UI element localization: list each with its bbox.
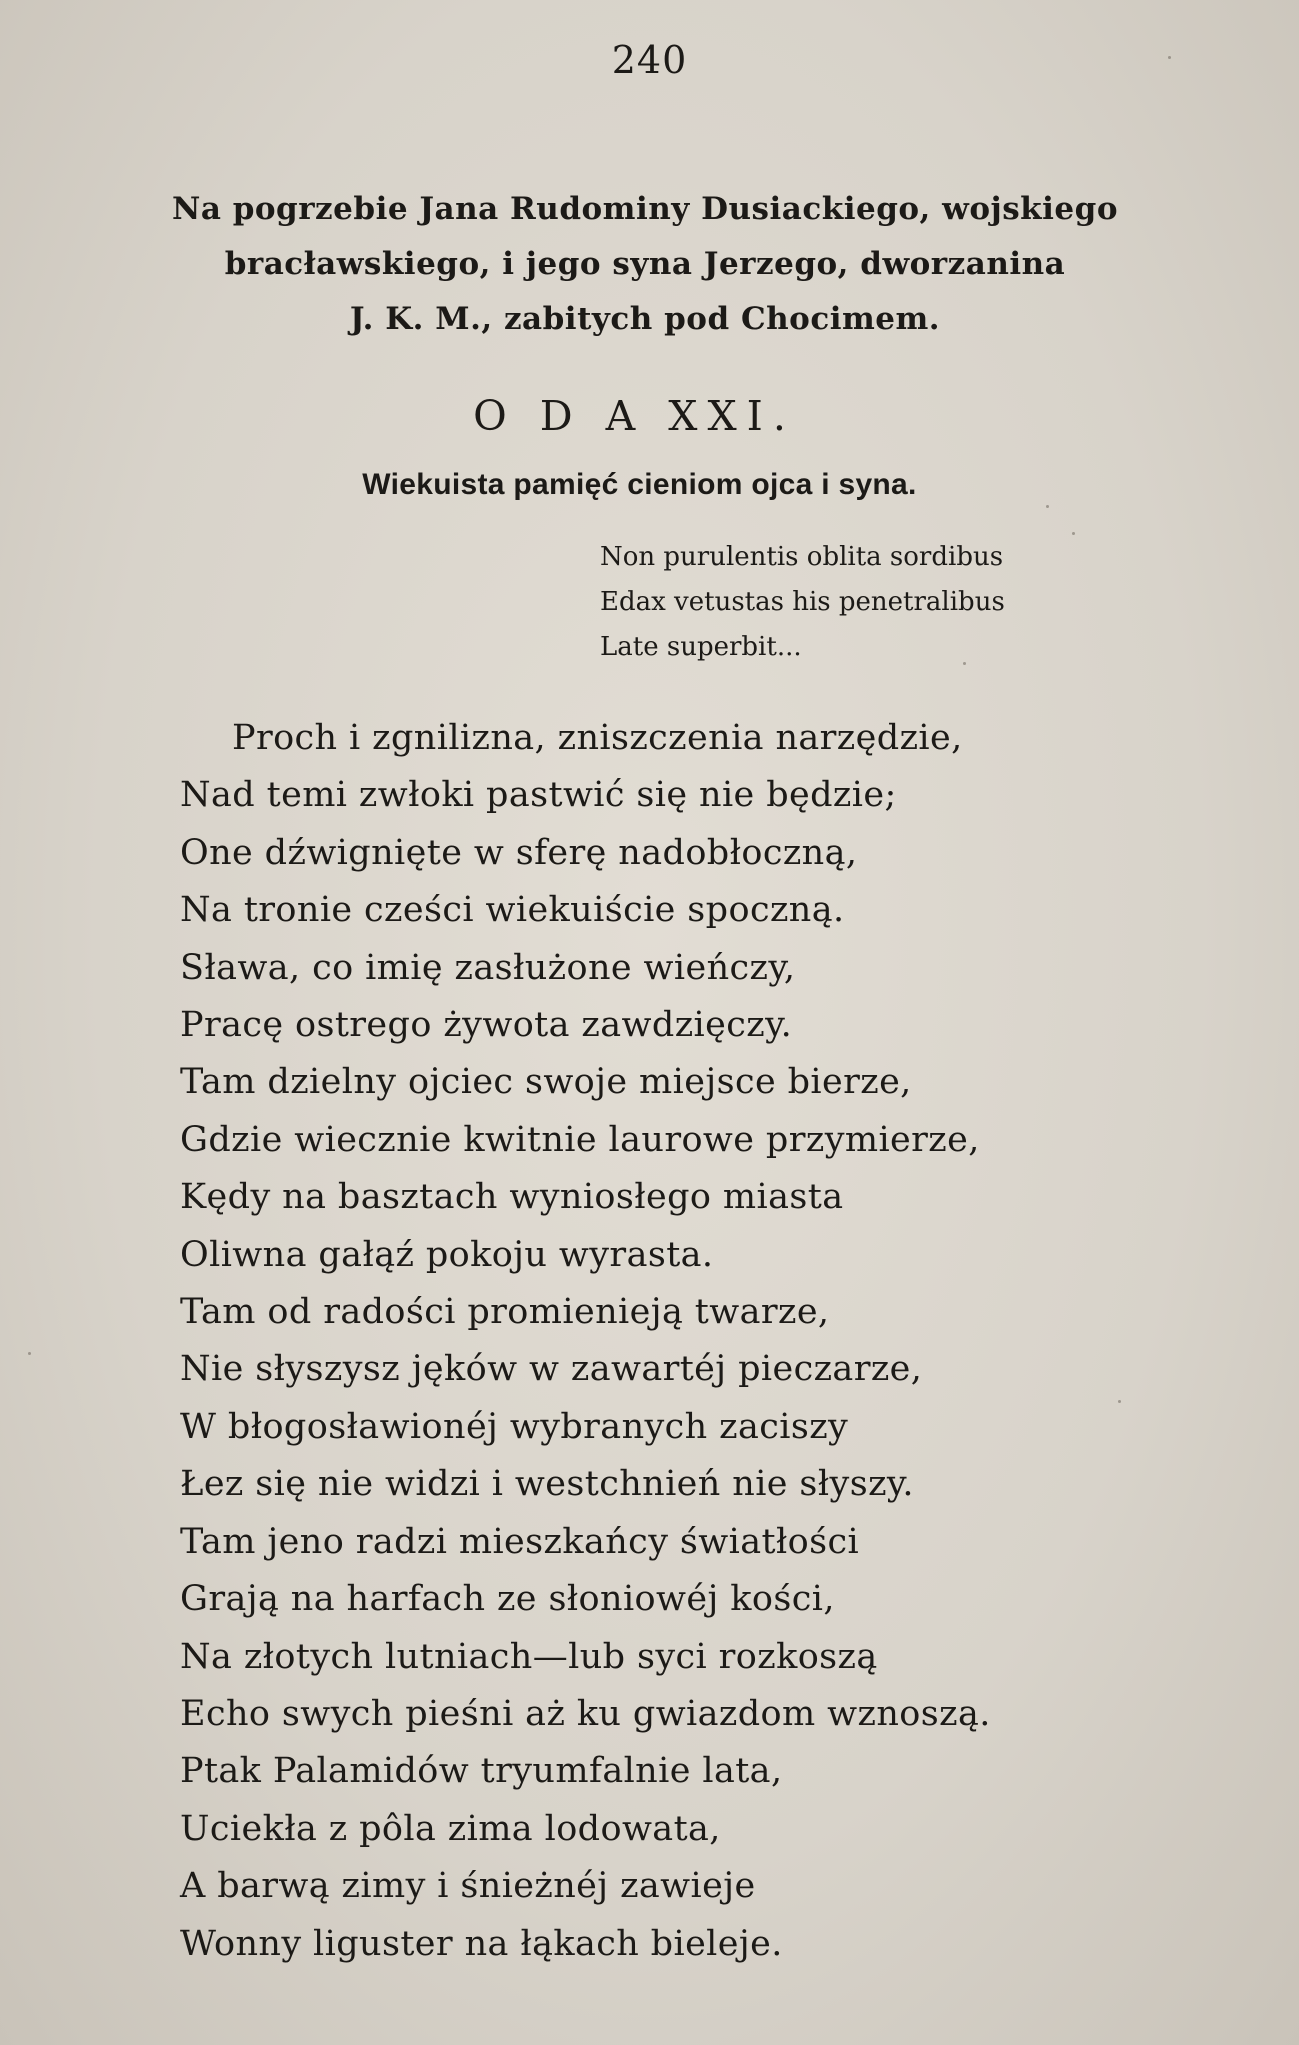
- epigraph-line: Late superbit...: [600, 632, 802, 662]
- poem-line: Tam od radości promienieją twarze,: [180, 1292, 830, 1333]
- poem-line: Nie słyszysz jęków w zawartéj pieczarze,: [180, 1349, 923, 1390]
- paper-speck: [28, 1352, 31, 1355]
- heading-line: Na pogrzebie Jana Rudominy Dusiackiego, wojskiego: [171, 191, 1118, 227]
- poem-line: W błogosławionéj wybranych zaciszy: [180, 1406, 849, 1447]
- poem-line: Sława, co imię zasłużone wieńczy,: [180, 947, 796, 988]
- poem-line: Ptak Palamidów tryumfalnie lata,: [180, 1751, 783, 1792]
- latin-epigraph: [600, 535, 1120, 670]
- poem-line: Łez się nie widzi i westchnień nie słyszy.: [180, 1464, 914, 1505]
- dedication: Wiekuista pamięć cieniom ojca i syna.: [362, 468, 917, 501]
- poem-line: Na tronie cześci wiekuiście spoczną.: [180, 890, 845, 931]
- ode-title: O D A XXI.: [473, 392, 796, 440]
- paper-speck: [1046, 505, 1049, 508]
- poem-line: A barwą zimy i śnieżnéj zawieje: [180, 1866, 756, 1907]
- heading-line: J. K. M., zabitych pod Chocimem.: [349, 301, 941, 337]
- poem-line: Na złotych lutniach—lub syci rozkoszą: [180, 1636, 878, 1677]
- poem-line: Tam jeno radzi mieszkańcy światłości: [180, 1521, 860, 1562]
- poem-line: Oliwna gałąź pokoju wyrasta.: [180, 1234, 714, 1275]
- poem-line: Wonny liguster na łąkach bieleje.: [180, 1923, 783, 1964]
- poem-line: Tam dzielny ojciec swoje miejsce bierze,: [180, 1062, 912, 1103]
- poem-line: Gdzie wiecznie kwitnie laurowe przymierze,: [180, 1119, 980, 1160]
- poem-line: Kędy na basztach wyniosłego miasta: [180, 1177, 844, 1218]
- poem-line: Uciekła z pôla zima lodowata,: [180, 1808, 721, 1849]
- heading-line: bracławskiego, i jego syna Jerzego, dworzanina: [224, 246, 1066, 282]
- poem-line: Pracę ostrego żywota zawdzięczy.: [180, 1005, 793, 1046]
- epigraph-line: Edax vetustas his penetralibus: [600, 587, 1005, 617]
- poem-body: [180, 710, 1180, 1973]
- poem-line: Echo swych pieśni aż ku gwiazdom wznoszą.: [180, 1693, 991, 1734]
- epigraph-line: Non purulentis oblita sordibus: [600, 542, 1004, 572]
- poem-line: Grają na harfach ze słoniowéj kości,: [180, 1579, 835, 1620]
- poem-line: Proch i zgnilizna, zniszczenia narzędzie,: [232, 718, 963, 758]
- poem-line: One dźwignięte w sferę nadobłoczną,: [180, 832, 858, 873]
- poem-heading: [150, 182, 1140, 347]
- poem-line: Nad temi zwłoki pastwić się nie będzie;: [180, 775, 897, 816]
- page-number: 240: [611, 38, 688, 82]
